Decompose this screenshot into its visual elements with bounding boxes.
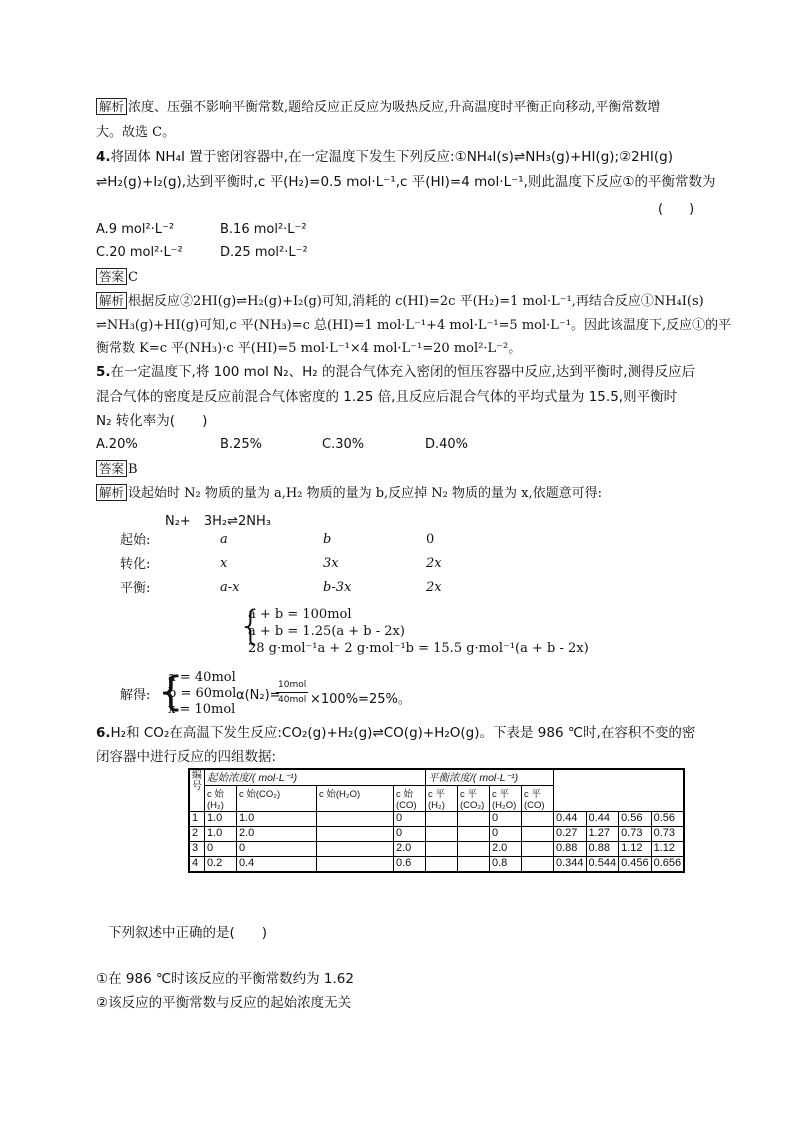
q6-statement-2: ②该反应的平衡常数与反应的起始浓度无关 — [96, 995, 352, 1011]
table-sub-co-start: c 始(CO) — [394, 786, 426, 812]
jiexi-tag: 解析 — [96, 484, 127, 501]
q5-alpha-result: ×100%=25%。 — [310, 692, 411, 707]
q5-solution-x: x = 10mol — [168, 702, 236, 717]
table-row: 3 0 0 2.0 2.0 0.88 0.88 1.12 1.12 — [189, 842, 684, 857]
q6-question: 下列叙述中正确的是( ) — [108, 925, 268, 941]
q5-system-eq2: a + b = 1.25(a + b - 2x) — [248, 624, 405, 639]
q5-row-start-c1: a — [220, 532, 228, 547]
q5-solution-b: b = 60mol — [168, 686, 237, 701]
prev-explanation-line1: 解析 浓度、压强不影响平衡常数,题给反应正反应为吸热反应,升高温度时平衡正向移动,平衡常数增 — [96, 98, 660, 117]
table-header-blank — [554, 769, 685, 812]
q5-stem-line2: 混合气体的密度是反应前混合气体密度的 1.25 倍,且反应后混合气体的平均式量为 15.5,则平衡时 — [96, 389, 678, 405]
q5-row-change-c2: 3x — [323, 556, 339, 571]
jiexi-tag: 解析 — [96, 292, 127, 309]
q5-row-label-eq: 平衡: — [120, 581, 151, 596]
q5-row-eq-c2: b-3x — [323, 580, 352, 595]
q5-row-eq-c3: 2x — [426, 580, 442, 595]
q5-row-label-start: 起始: — [120, 533, 151, 548]
q5-reaction-equation: N₂+ 3H₂⇌2NH₃ — [165, 514, 271, 529]
q4-explanation-line2: ⇌NH₃(g)+HI(g)可知,c 平(NH₃)=c 总(HI)=1 mol·L⁻¹+4 mol·L⁻¹=5 mol·L⁻¹。因此该温度下,反应①的平 — [96, 318, 732, 333]
table-header-start: 起始浓度/( mol·L⁻¹) — [205, 769, 426, 786]
q6-stem-line2: 闭容器中进行反应的四组数据: — [96, 749, 277, 765]
q4-option-d: D.25 mol²·L⁻² — [220, 245, 308, 260]
q5-system-eq3: 28 g·mol⁻¹a + 2 g·mol⁻¹b = 15.5 g·mol⁻¹(a + b - 2x) — [248, 641, 589, 656]
q5-stem-line3: N₂ 转化率为( ) — [96, 413, 208, 429]
q5-option-b: B.25% — [220, 437, 262, 452]
q4-stem-line1: 4.将固体 NH₄I 置于密闭容器中,在一定温度下发生下列反应:①NH₄I(s)⇌NH₃(g)+HI(g);②2HI(g) — [96, 149, 674, 165]
q5-solution-a: a = 40mol — [168, 670, 236, 685]
q4-explanation-line3: 衡常数 K=c 平(NH₃)·c 平(HI)=5 mol·L⁻¹×4 mol·L⁻¹=20 mol²·L⁻²。 — [96, 341, 522, 356]
q5-solve-label: 解得: — [120, 688, 151, 703]
table-sub-h2o-start: c 始(H₂O) — [317, 786, 394, 812]
table-row: 4 0.2 0.4 0.6 0.8 0.344 0.544 0.456 0.656 — [189, 857, 684, 873]
q5-row-start-c2: b — [323, 532, 332, 547]
q5-system-brace: { — [238, 603, 264, 649]
q6-statement-1: ①在 986 ℃时该反应的平衡常数约为 1.62 — [96, 971, 354, 987]
q4-option-a: A.9 mol²·L⁻² — [96, 222, 175, 237]
q5-option-a: A.20% — [96, 437, 138, 452]
q5-row-eq-c1: a-x — [220, 580, 240, 595]
q6-data-table — [188, 768, 685, 873]
table-row: 2 1.0 2.0 0 0 0.27 1.27 0.73 0.73 — [189, 827, 684, 842]
q4-option-c: C.20 mol²·L⁻² — [96, 245, 183, 260]
table-row: 1 1.0 1.0 0 0 0.44 0.44 0.56 0.56 — [189, 812, 684, 827]
q4-answer: 答案 C — [96, 268, 138, 287]
q5-alpha-label: α(N₂)= — [236, 688, 281, 703]
daan-tag: 答案 — [96, 460, 127, 477]
q5-row-start-c3: 0 — [426, 532, 435, 547]
table-sub-co2-eq: c 平(CO₂) — [458, 786, 490, 812]
q5-row-change-c3: 2x — [426, 556, 442, 571]
table-sub-h2-start: c 始(H₂) — [205, 786, 237, 812]
daan-tag: 答案 — [96, 268, 127, 285]
q5-row-change-c1: x — [220, 556, 228, 571]
prev-explanation-line2: 大。故选 C。 — [96, 125, 176, 140]
q6-stem-line1: 6.H₂和 CO₂在高温下发生反应:CO₂(g)+H₂(g)⇌CO(g)+H₂O(g)。下表是 986 ℃时,在容积不变的密 — [96, 725, 696, 741]
q5-system-eq1: a + b = 100mol — [248, 607, 352, 622]
q5-frac-denominator: 40mol — [278, 695, 307, 705]
q5-answer: 答案 B — [96, 460, 138, 479]
table-sub-h2-eq: c 平(H₂) — [426, 786, 458, 812]
q4-explanation-line1: 解析 根据反应②2HI(g)⇌H₂(g)+I₂(g)可知,消耗的 c(HI)=2c 平(H₂)=1 mol·L⁻¹,再结合反应①NH₄I(s) — [96, 292, 704, 311]
q4-paren: ( ) — [658, 202, 695, 217]
q4-stem-line2: ⇌H₂(g)+I₂(g),达到平衡时,c 平(H₂)=0.5 mol·L⁻¹,c 平(HI)=4 mol·L⁻¹,则此温度下反应①的平衡常数为 — [96, 174, 716, 190]
q5-stem-line1: 5.在一定温度下,将 100 mol N₂、H₂ 的混合气体充入密闭的恒压容器中反应,达到平衡时,测得反应后 — [96, 364, 696, 380]
q5-row-label-change: 转化: — [120, 557, 151, 572]
q5-option-d: D.40% — [425, 437, 469, 452]
table-header-number: 编号 — [189, 769, 205, 812]
q5-frac-bar — [276, 692, 308, 693]
q4-option-b: B.16 mol²·L⁻² — [220, 222, 307, 237]
q5-explanation-line1: 解析 设起始时 N₂ 物质的量为 a,H₂ 物质的量为 b,反应掉 N₂ 物质的量为 x,依题意可得: — [96, 484, 602, 503]
q5-option-c: C.30% — [322, 437, 365, 452]
table-sub-co2-start: c 始(CO₂) — [237, 786, 317, 812]
table-sub-co-eq: c 平(CO) — [522, 786, 554, 812]
table-header-eq: 平衡浓度/( mol·L⁻¹) — [426, 769, 554, 786]
jiexi-tag: 解析 — [96, 98, 127, 115]
q5-solution-brace: { — [158, 669, 184, 715]
table-sub-h2o-eq: c 平(H₂O) — [490, 786, 522, 812]
q5-frac-numerator: 10mol — [278, 680, 307, 690]
